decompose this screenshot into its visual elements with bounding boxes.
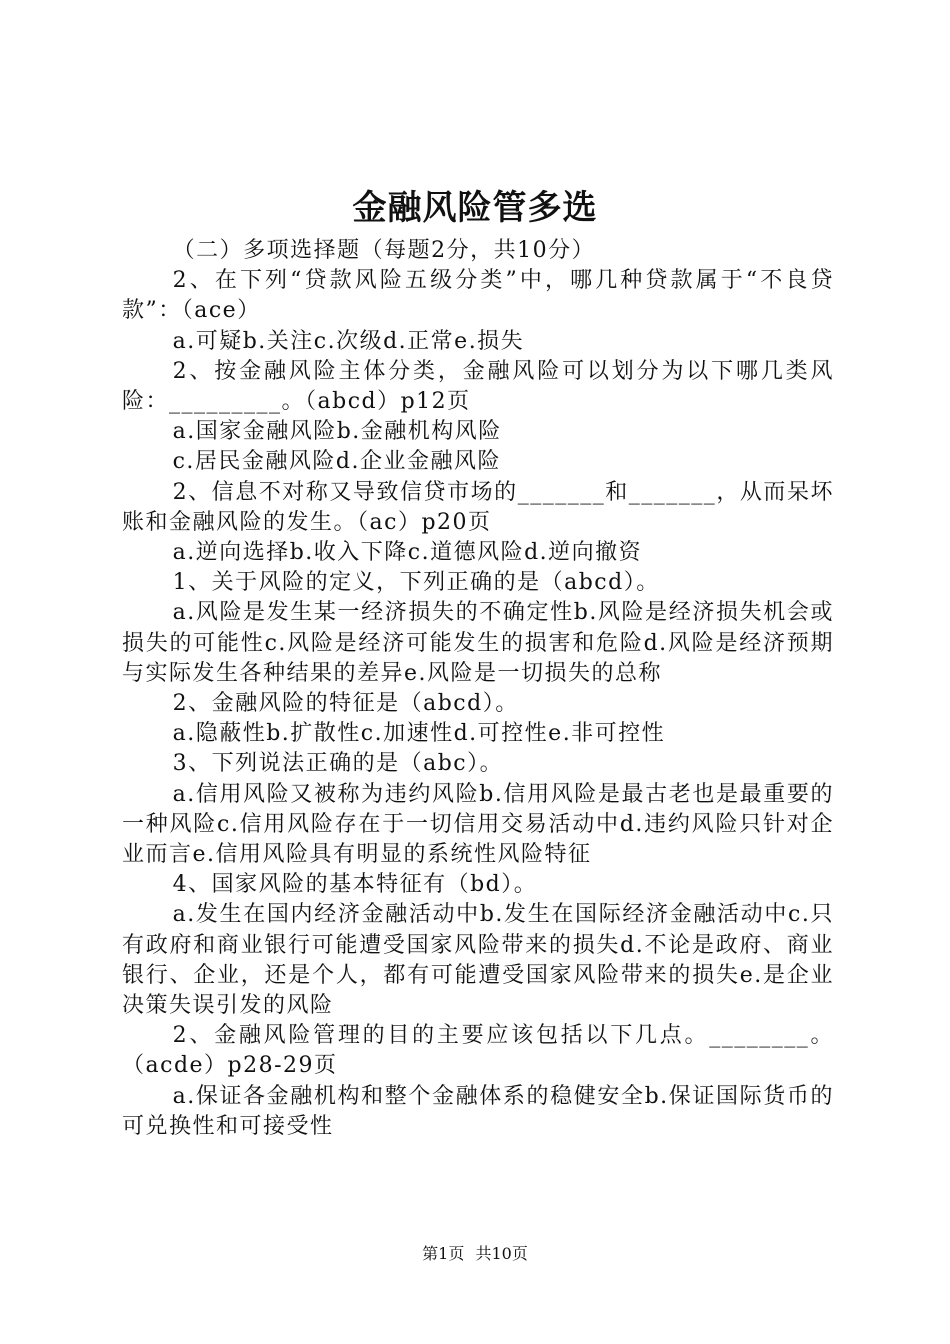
options-paragraph: a.信用风险又被称为违约风险b.信用风险是最古老也是最重要的一种风险c.信用风险存在于一切信用交易活动中d.违约风险只针对企业而言e.信用风险具有明显的系统性风险特征 [122,781,834,868]
options-paragraph: a.发生在国内经济金融活动中b.发生在国际经济金融活动中c.只有政府和商业银行可能遭受国家风险带来的损失d.不论是政府、商业银行、企业，还是个人，都有可能遭受国家风险带来的损失e.是企业决策失误引发的风险 [122,902,834,1019]
question-paragraph: 2、金融风险的特征是（abcd）。 [172,691,519,717]
question-paragraph: 1、关于风险的定义，下列正确的是（abcd）。 [172,570,660,596]
question-paragraph: 2、信息不对称又导致信贷市场的_______和_______，从而呆坏账和金融风险的发生。（ac）p20页 [122,479,834,535]
options-paragraph: a.隐蔽性b.扩散性c.加速性d.可控性e.非可控性 [172,721,666,747]
question-paragraph: 3、下列说法正确的是（abc）。 [172,751,504,777]
options-paragraph: a.风险是发生某一经济损失的不确定性b.风险是经济损失机会或损失的可能性c.风险是经济可能发生的损害和危险d.风险是经济预期与实际发生各种结果的差异e.风险是一切损失的总称 [122,600,834,686]
section-heading: （二）多项选择题（每题2分，共10分） [172,238,596,263]
page-total: 共10页 [475,1244,528,1263]
page-footer [0,1244,950,1264]
options-paragraph: a.可疑b.关注c.次级d.正常e.损失 [172,328,525,354]
question-paragraph: 2、在下列“贷款风险五级分类”中，哪几种贷款属于“不良贷款”：（ace） [122,268,834,324]
document-title: 金融风险管多选 [352,188,598,228]
question-paragraph: 2、按金融风险主体分类，金融风险可以划分为以下哪几类风险：_________。（abcd）p12页 [122,358,834,415]
options-paragraph: a.逆向选择b.收入下降c.道德风险d.逆向撤资 [172,540,643,566]
question-paragraph: 4、国家风险的基本特征有（bd）。 [172,872,538,898]
page-number: 第1页 [422,1244,465,1263]
question-paragraph: 2、金融风险管理的目的主要应该包括以下几点。________。（acde）p28-29页 [122,1023,834,1079]
options-paragraph: a.保证各金融机构和整个金融体系的稳健安全b.保证国际货币的可兑换性和可接受性 [122,1083,834,1139]
options-paragraph: c.居民金融风险d.企业金融风险 [172,449,501,475]
document-body [122,236,834,1142]
options-paragraph: a.国家金融风险b.金融机构风险 [172,419,502,445]
